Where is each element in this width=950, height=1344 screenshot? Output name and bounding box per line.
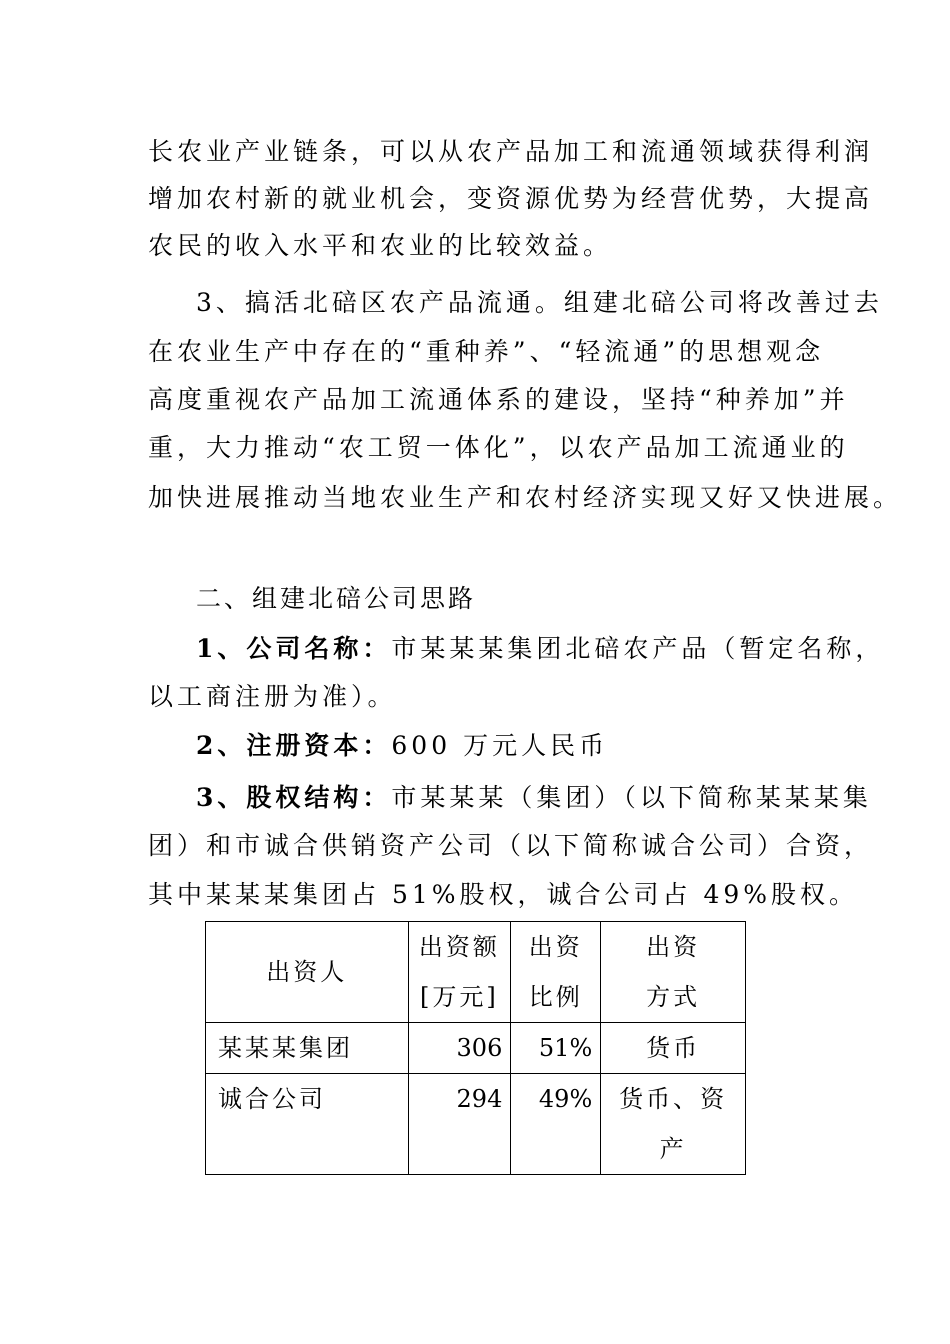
cell-method-line1: 货币、资	[619, 1085, 728, 1113]
item-label: 1、公司名称：	[196, 634, 392, 663]
cell-method: 货币	[601, 1023, 746, 1074]
header-method-line2: 方式	[646, 983, 701, 1011]
cell-ratio: 49%	[511, 1074, 601, 1175]
header-ratio	[511, 922, 601, 1023]
header-amount	[408, 922, 511, 1023]
paragraph-line: 增加农村新的就业机会，变资源优势为经营优势，大提高	[148, 184, 874, 213]
item-label: 2、注册资本：	[196, 731, 392, 760]
header-method	[601, 922, 746, 1023]
paragraph-line: 加快进展推动当地农业生产和农村经济实现又好又快进展。	[148, 483, 903, 512]
header-ratio-line1: 出资	[528, 933, 583, 961]
cell-ratio: 51%	[511, 1023, 601, 1074]
paragraph-line: 长农业产业链条，可以从农产品加工和流通领域获得利润	[148, 137, 874, 166]
equity-table	[205, 921, 746, 1175]
paragraph-line: 重，大力推动“农工贸一体化”，以农产品加工流通业的	[148, 433, 849, 462]
header-method-line1: 出资	[646, 933, 701, 961]
paragraph-line: 其中某某某集团占 51%股权，诚合公司占 49%股权。	[148, 880, 859, 909]
header-ratio-line2: 比例	[528, 983, 583, 1011]
paragraph-line: 高度重视农产品加工流通体系的建设，坚持“种养加”并	[148, 385, 849, 414]
paragraph-line: 以工商注册为准）。	[148, 682, 397, 711]
cell-amount: 294	[408, 1074, 511, 1175]
paragraph-line: 团）和市诚合供销资产公司（以下简称诚合公司）合资，	[148, 831, 874, 860]
cell-investor: 诚合公司	[206, 1074, 409, 1175]
item-company-name	[196, 634, 885, 664]
table-row	[206, 1074, 746, 1175]
table-row	[206, 1023, 746, 1074]
section-heading: 二、组建北碚公司思路	[196, 584, 477, 613]
table-header-row	[206, 922, 746, 1023]
paragraph-line: 在农业生产中存在的“重种养”、“轻流通”的思想观念	[148, 337, 825, 366]
item-text: 市某某某（集团）（以下简称某某某集	[391, 783, 872, 812]
cell-investor: 某某某集团	[206, 1023, 409, 1074]
cell-method-line2: 产	[659, 1135, 687, 1163]
cell-amount: 306	[408, 1023, 511, 1074]
header-amount-line2: [万元]	[420, 983, 499, 1011]
item-label: 3、股权结构：	[196, 783, 392, 812]
paragraph-line: 农民的收入水平和农业的比较效益。	[148, 231, 613, 260]
paragraph-line: 3、搞活北碚区农产品流通。组建北碚公司将改善过去	[196, 288, 883, 317]
cell-method	[601, 1074, 746, 1175]
header-investor: 出资人	[206, 922, 409, 1023]
item-text: 600 万元人民币	[391, 731, 609, 760]
item-equity-structure	[196, 783, 872, 813]
item-text: 市某某某集团北碚农产品（暂定名称，	[391, 634, 885, 663]
item-registered-capital	[196, 731, 808, 761]
header-amount-line1: 出资额	[418, 933, 500, 961]
